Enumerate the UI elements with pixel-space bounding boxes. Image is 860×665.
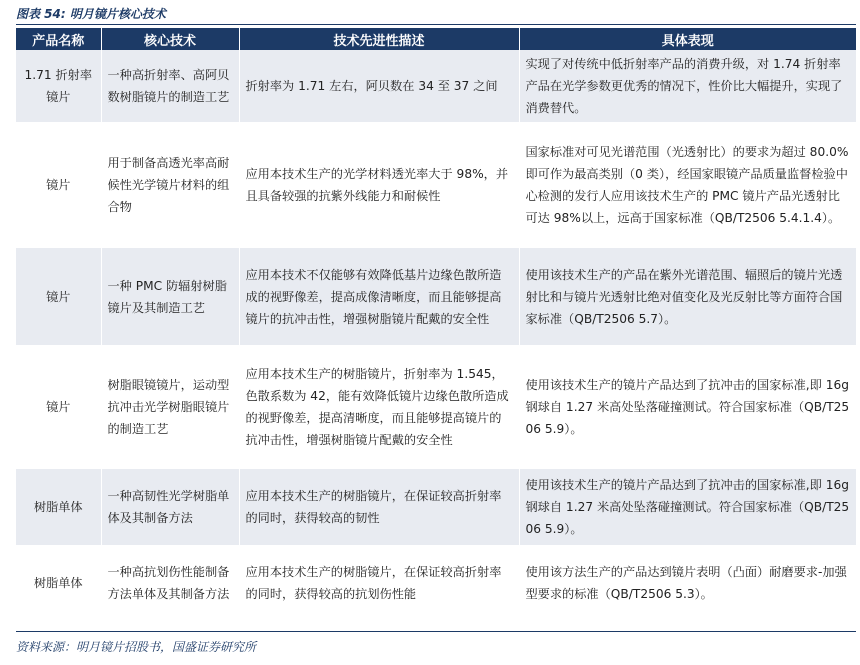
cell-tech: 一种高抗划伤性能制备方法单体及其制备方法 xyxy=(101,545,239,621)
cell-tech: 一种高韧性光学树脂单体及其制备方法 xyxy=(101,469,239,545)
cell-perf: 国家标准对可见光谱范围（光透射比）的要求为超过 80.0%即可作为最高类别（0 类），经国家眼镜产品质量监督检验中心检测的发行人应用该技术生产的 PMC 镜片产品光透射比可达 98%以上，远高于国家标准（QB/T2506 5.4.1.4）。 xyxy=(519,122,856,248)
caption-divider xyxy=(16,24,856,25)
cell-product: 1.71 折射率镜片 xyxy=(16,50,101,122)
table-row xyxy=(16,122,856,248)
header-performance: 具体表现 xyxy=(519,28,856,50)
cell-perf: 使用该方法生产的产品达到镜片表明（凸面）耐磨要求-加强型要求的标准（QB/T2506 5.3）。 xyxy=(519,545,856,621)
figure-caption: 图表 54: 明月镜片核心技术 xyxy=(16,7,166,21)
cell-tech: 一种 PMC 防辐射树脂镜片及其制造工艺 xyxy=(101,248,239,345)
footer-divider xyxy=(16,631,856,632)
cell-product: 镜片 xyxy=(16,345,101,469)
cell-tech: 树脂眼镜镜片，运动型抗冲击光学树脂眼镜片的制造工艺 xyxy=(101,345,239,469)
cell-product: 树脂单体 xyxy=(16,469,101,545)
cell-tech: 用于制备高透光率高耐候性光学镜片材料的组合物 xyxy=(101,122,239,248)
cell-desc: 应用本技术生产的树脂镜片，在保证较高折射率的同时，获得较高的抗划伤性能 xyxy=(239,545,519,621)
cell-perf: 使用该技术生产的产品在紫外光谱范围、辐照后的镜片光透射比和与镜片光透射比绝对值变化及光反射比等方面符合国家标准（QB/T2506 5.7）。 xyxy=(519,248,856,345)
cell-desc: 应用本技术生产的树脂镜片，折射率为 1.545，色散系数为 42，能有效降低镜片边缘色散所造成的视野像差，提高清晰度，而且能够提高镜片的抗冲击性，增强树脂镜片配戴的安全性 xyxy=(239,345,519,469)
header-core-technology: 核心技术 xyxy=(101,28,239,50)
cell-tech: 一种高折射率、高阿贝数树脂镜片的制造工艺 xyxy=(101,50,239,122)
cell-desc: 应用本技术生产的光学材料透光率大于 98%，并且具备较强的抗紫外线能力和耐候性 xyxy=(239,122,519,248)
cell-perf: 实现了对传统中低折射率产品的消费升级，对 1.74 折射率产品在光学参数更优秀的情况下，性价比大幅提升，实现了消费替代。 xyxy=(519,50,856,122)
cell-product: 镜片 xyxy=(16,122,101,248)
cell-product: 树脂单体 xyxy=(16,545,101,621)
table-row xyxy=(16,545,856,621)
table-row xyxy=(16,248,856,345)
cell-product: 镜片 xyxy=(16,248,101,345)
table-header-row xyxy=(16,28,856,50)
cell-desc: 折射率为 1.71 左右，阿贝数在 34 至 37 之间 xyxy=(239,50,519,122)
header-product-name: 产品名称 xyxy=(16,28,101,50)
cell-perf: 使用该技术生产的镜片产品达到了抗冲击的国家标准,即 16g 钢球自 1.27 米高处坠落碰撞测试。符合国家标准（QB/T2506 5.9）。 xyxy=(519,345,856,469)
source-note: 资料来源：明月镜片招股书，国盛证券研究所 xyxy=(16,640,257,654)
table-row xyxy=(16,469,856,545)
cell-perf: 使用该技术生产的镜片产品达到了抗冲击的国家标准,即 16g 钢球自 1.27 米高处坠落碰撞测试。符合国家标准（QB/T2506 5.9）。 xyxy=(519,469,856,545)
cell-desc: 应用本技术不仅能够有效降低基片边缘色散所造成的视野像差，提高成像清晰度，而且能够提高镜片的抗冲击性，增强树脂镜片配戴的安全性 xyxy=(239,248,519,345)
header-tech-description: 技术先进性描述 xyxy=(239,28,519,50)
cell-desc: 应用本技术生产的树脂镜片，在保证较高折射率的同时，获得较高的韧性 xyxy=(239,469,519,545)
table-row xyxy=(16,345,856,469)
core-technology-table xyxy=(16,28,856,621)
table-row xyxy=(16,50,856,122)
